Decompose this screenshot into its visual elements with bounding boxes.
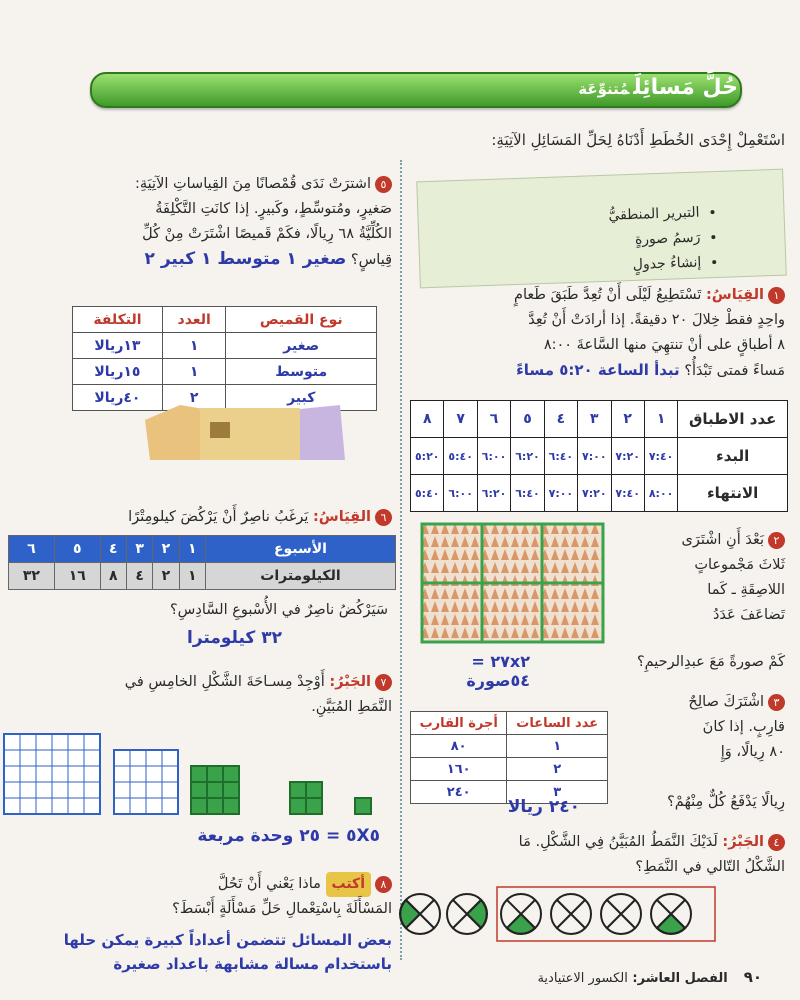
table-cell: ٧ xyxy=(444,401,477,438)
table-cell: ٥:٤٠ xyxy=(411,475,444,512)
table-header: عدد الساعات xyxy=(507,712,608,735)
table-cell: ٢ xyxy=(162,385,226,411)
problem-number: ٨ xyxy=(375,876,392,893)
problem-6 xyxy=(10,505,392,530)
table-cell: ٢ xyxy=(153,536,179,563)
problem-text: يَرغَبُ ناصِرٌ أَنْ يَرْكُضَ كيلومِتْرًا xyxy=(128,509,309,525)
problem-2-question: كَمْ صورةً مَعَ عبدِالرحيمِ؟ xyxy=(636,654,785,670)
table-cell: ٦:٤٠ xyxy=(511,475,544,512)
answer: صغير ١ متوسط ١ كبير ٢ xyxy=(144,249,347,269)
problem-text: واحِدٍ فقطْ خِلالَ ٢٠ دقيقةً. إذا أرادَتْ أَنْ تُعِدَّ xyxy=(528,312,785,328)
section-title-sub: مُتنوِّعَة xyxy=(578,80,630,98)
keyword: الجَبْرُ: xyxy=(329,674,371,690)
table-cell: ٧:٤٠ xyxy=(644,438,677,475)
shirts-illustration xyxy=(140,400,350,465)
problem-8 xyxy=(10,872,392,922)
table-cell: ٨ xyxy=(411,401,444,438)
strategy-item: • إنشاءُ جدولٍ xyxy=(420,251,702,286)
shirt-detail xyxy=(210,422,230,438)
section-title xyxy=(578,75,738,100)
table-header: التكلفة xyxy=(73,307,163,333)
plates-table xyxy=(410,400,788,512)
problem-3 xyxy=(610,690,785,765)
problem-text: اشترَتْ نَدَى قُمْصانًا مِنَ القِياساتِ الآتِيَةِ: xyxy=(135,176,371,192)
answer: تبدأ الساعة ٥:٢٠ مساءً xyxy=(516,361,680,379)
table-cell: ١ xyxy=(162,359,226,385)
problem-text: تَضاعَفَ عَدَدُ xyxy=(712,607,785,623)
table-cell: ١٦ xyxy=(54,563,100,590)
keyword: القِيَاسُ: xyxy=(705,287,764,303)
table-cell: ٤ xyxy=(100,536,126,563)
table-cell: ١ xyxy=(179,536,205,563)
strategy-item: • رَسمُ صورةٍ xyxy=(419,226,701,261)
table-cell: ٦:٢٠ xyxy=(511,438,544,475)
table-cell: ٤ xyxy=(544,401,577,438)
table-cell: ٣٢ xyxy=(9,563,55,590)
table-cell: ٨٠ xyxy=(411,735,507,758)
table-cell: كبير xyxy=(226,385,377,411)
problem-text: النَّمَطِ المُبَيَّنِ. xyxy=(311,699,392,715)
table-cell: ٢ xyxy=(611,401,644,438)
running-table xyxy=(8,535,396,590)
strategy-item: • التبرير المنطقيُّ xyxy=(418,201,700,236)
table-cell: ٧:٢٠ xyxy=(611,438,644,475)
problem-4 xyxy=(410,830,785,880)
row-label: عدد الاطباق xyxy=(678,401,788,438)
row-label: الانتهاء xyxy=(678,475,788,512)
table-cell: ٤ xyxy=(126,563,152,590)
problem-text: ٨٠ رِيالًا، وَإِ xyxy=(720,744,785,760)
table-cell: ٦:٤٠ xyxy=(544,438,577,475)
circles-pattern xyxy=(395,885,720,943)
table-cell: متوسط xyxy=(226,359,377,385)
problem-7 xyxy=(10,670,392,720)
table-cell: ٦:٠٠ xyxy=(444,475,477,512)
table-cell: ٦:٠٠ xyxy=(477,438,510,475)
problem-text: اشْتَرَكَ صالِحٌ xyxy=(688,694,764,710)
chapter-label: الفصل العاشر: xyxy=(632,971,728,986)
problem-text: ثَلاثَ مَجْموعاتٍ xyxy=(694,557,785,573)
problem-text: الكُلِّيَّةُ ٦٨ رِيالًا، فكَمْ قَميصًا اشْتَرَتْ مِنْ كُلِّ xyxy=(142,226,392,242)
table-cell: ٣ xyxy=(126,536,152,563)
answer: ٥X٥ = ٢٥ وحدة مربعة xyxy=(197,826,380,846)
problem-number: ٣ xyxy=(768,694,785,711)
problem-text: قارِبٍ. إذا كانَ xyxy=(702,719,785,735)
problem-6-question: سَيَرْكُضُ ناصِرٌ في الأُسْبوعِ السَّادِسِ؟ xyxy=(169,602,388,618)
problem-number: ٧ xyxy=(375,674,392,691)
problem-text: ماذا يَعْني أَنْ تَحُلَّ xyxy=(217,876,321,892)
table-cell: ١٣ريالا xyxy=(73,333,163,359)
table-cell: ٧:٠٠ xyxy=(544,475,577,512)
table-cell: ٦ xyxy=(477,401,510,438)
page-number: ٩٠ xyxy=(743,968,762,986)
column-divider xyxy=(400,160,402,960)
problem-text: قِياسٍ؟ xyxy=(350,252,392,268)
row-label: الأسبوع xyxy=(205,536,395,563)
table-cell: ١ xyxy=(179,563,205,590)
problem-2 xyxy=(610,528,785,628)
answer: ٣٢ كيلومترا xyxy=(187,628,282,648)
keyword: القِيَاسُ: xyxy=(312,509,371,525)
table-cell: ٢ xyxy=(153,563,179,590)
table-cell: ١ xyxy=(162,333,226,359)
table-header: نوع القميص xyxy=(226,307,377,333)
table-cell: ٧:٠٠ xyxy=(578,438,611,475)
table-cell: ٤٠ريالا xyxy=(73,385,163,411)
problem-text: ٨ أطباقٍ على أنْ تنتهِيَ منها السَّاعةَ ٨:٠٠ xyxy=(543,337,785,353)
problem-number: ٢ xyxy=(768,532,785,549)
section-title-main: حُلَّ مَسائِلَ xyxy=(633,75,738,100)
problem-3-question: رِيالًا يَدْفَعُ كُلٌّ مِنْهُمْ؟ xyxy=(667,794,785,810)
table-cell: ٥ xyxy=(54,536,100,563)
strategies-note xyxy=(416,169,787,289)
table-cell: ٧:٤٠ xyxy=(611,475,644,512)
table-cell: ١٥ريالا xyxy=(73,359,163,385)
problem-number: ٥ xyxy=(375,176,392,193)
table-cell: ٧:٢٠ xyxy=(578,475,611,512)
problem-5 xyxy=(10,172,392,273)
table-cell: ٦ xyxy=(9,536,55,563)
problem-number: ٤ xyxy=(768,834,785,851)
problem-text: بَعْدَ أَنِ اشْتَرَى xyxy=(681,532,764,548)
problem-number: ٦ xyxy=(375,509,392,526)
table-cell: ١٦٠ xyxy=(411,758,507,781)
table-cell: ٣ xyxy=(507,781,608,804)
problem-1 xyxy=(410,283,785,384)
answer: ٢٤٠ ريالا xyxy=(507,797,580,817)
table-header: العدد xyxy=(162,307,226,333)
answer-line: بعض المسائل تتضمن أعداداً كبيرة يمكن حلها xyxy=(63,931,392,949)
table-cell: ٥ xyxy=(511,401,544,438)
problem-text: صَغيرٍ، ومُتوسِّطٍ، وكَبيرٍ. إذا كانَتِ التَّكْلِفَةُ xyxy=(155,201,392,217)
table-header: أجرة القارب xyxy=(411,712,507,735)
table-cell: ٢٤٠ xyxy=(411,781,507,804)
shirts-table xyxy=(72,306,377,411)
table-cell: ٥:٢٠ xyxy=(411,438,444,475)
table-cell: ٨:٠٠ xyxy=(644,475,677,512)
problem-text: تَسْتَطِيعُ لَيْلَى أَنْ تُعِدَّ طَبَقَ طَعامٍ xyxy=(514,287,702,303)
problem-number: ١ xyxy=(768,287,785,304)
table-cell: ٢ xyxy=(507,758,608,781)
table-cell: ٨ xyxy=(100,563,126,590)
table-cell: ٦:٢٠ xyxy=(477,475,510,512)
keyword: الجَبْرُ: xyxy=(722,834,764,850)
problem-text: الشَّكْلُ التّالي في النَّمَطِ؟ xyxy=(635,859,785,875)
table-cell: ٥:٤٠ xyxy=(444,438,477,475)
page-footer xyxy=(537,968,762,986)
write-badge: أكتب xyxy=(326,872,371,897)
instructions: اسْتَعْمِلْ إِحْدَى الخُطَطِ أَدْنَاهُ لِحَلِّ المَسَائِلِ الآتِيَةِ: xyxy=(491,131,785,149)
table-cell: ١ xyxy=(507,735,608,758)
problem-text: أَوْجِدْ مِسـاحَةَ الشَّكْلِ الخامِسِ في xyxy=(124,674,325,690)
squares-pattern xyxy=(0,730,392,818)
answer: ٢٧x٢ = ٥٤صورة xyxy=(466,652,530,690)
answer xyxy=(10,928,392,976)
problem-text: مَساءً فمتى تَبْدَأُ؟ xyxy=(684,363,785,379)
problem-text: لَدَيْكَ النَّمَطُ المُبَيَّنُ فِي الشَّكْلِ. مَا xyxy=(518,834,718,850)
problem-text: اللاصِقَةِ ـ كَما xyxy=(707,582,785,598)
stickers-illustration xyxy=(420,522,605,644)
answer-line: باستخدام مسالة مشابهة باعداد صغيرة xyxy=(113,955,392,973)
chapter-title: الكسور الاعتيادية xyxy=(537,971,628,986)
table-cell: ١ xyxy=(644,401,677,438)
row-label: البدء xyxy=(678,438,788,475)
problem-text: المَسْأَلَةَ بِاسْتِعْمالِ حَلِّ مَسْأَلَةٍ أَبْسَطَ؟ xyxy=(172,901,392,917)
table-cell: ٣ xyxy=(578,401,611,438)
row-label: الكيلومترات xyxy=(205,563,395,590)
table-cell: صغير xyxy=(226,333,377,359)
